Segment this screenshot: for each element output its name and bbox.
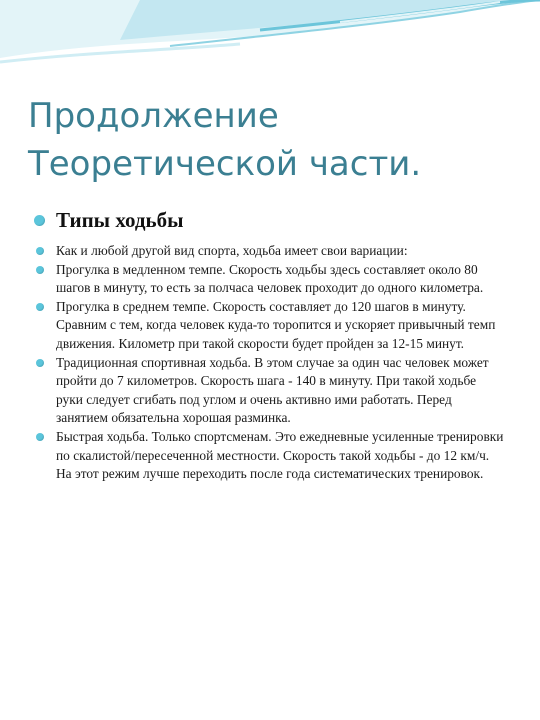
bullet-text: Традиционная спортивная ходьба. В этом случае за один час человек может пройти до 7 километров. Скорость шага - 140 в минуту. При такой ходьбе руки следует сгибать под углом и очень активно ими работать. Перед занятием обязательна хорошая разминка.	[56, 354, 489, 426]
bullet-text: Прогулка в среднем темпе. Скорость составляет до 120 шагов в минуту. Сравним с тем, когда человек куда-то торопится и ускоряет привычный темп движения. Километр при такой скорости будет пройден за 12-15 минут.	[56, 298, 496, 351]
slide-title-line-1: Продолжение	[28, 96, 279, 136]
bullet-item	[34, 242, 504, 261]
bullet-icon	[36, 433, 44, 441]
bullet-item	[34, 428, 504, 484]
section-heading-text: Типы ходьбы	[56, 208, 184, 232]
bullet-icon	[36, 303, 44, 311]
bullet-item	[34, 298, 504, 354]
bullet-text: Быстрая ходьба. Только спортсменам. Это ежедневные усиленные тренировки по скалистой/пересеченной местности. Скорость такой ходьбы - до 12 км/ч. На этот режим лучше переходить после года систематических тренировок.	[56, 428, 504, 482]
slide-title	[28, 92, 518, 188]
slide-content	[34, 206, 504, 484]
bullet-icon	[36, 359, 44, 367]
bullet-text: Прогулка в медленном темпе. Скорость ходьбы здесь составляет около 80 шагов в минуту, то есть за полчаса человек проходит до одного километра.	[56, 261, 484, 296]
decorative-waves	[0, 0, 540, 90]
bullet-icon	[34, 215, 45, 226]
bullet-item	[34, 354, 504, 428]
section-heading	[34, 206, 504, 234]
slide-title-line-2: Теоретической части.	[28, 144, 422, 184]
bullet-item	[34, 261, 504, 298]
bullet-text: Как и любой другой вид спорта, ходьба имеет свои вариации:	[56, 243, 408, 258]
bullet-icon	[36, 266, 44, 274]
bullet-icon	[36, 247, 44, 255]
